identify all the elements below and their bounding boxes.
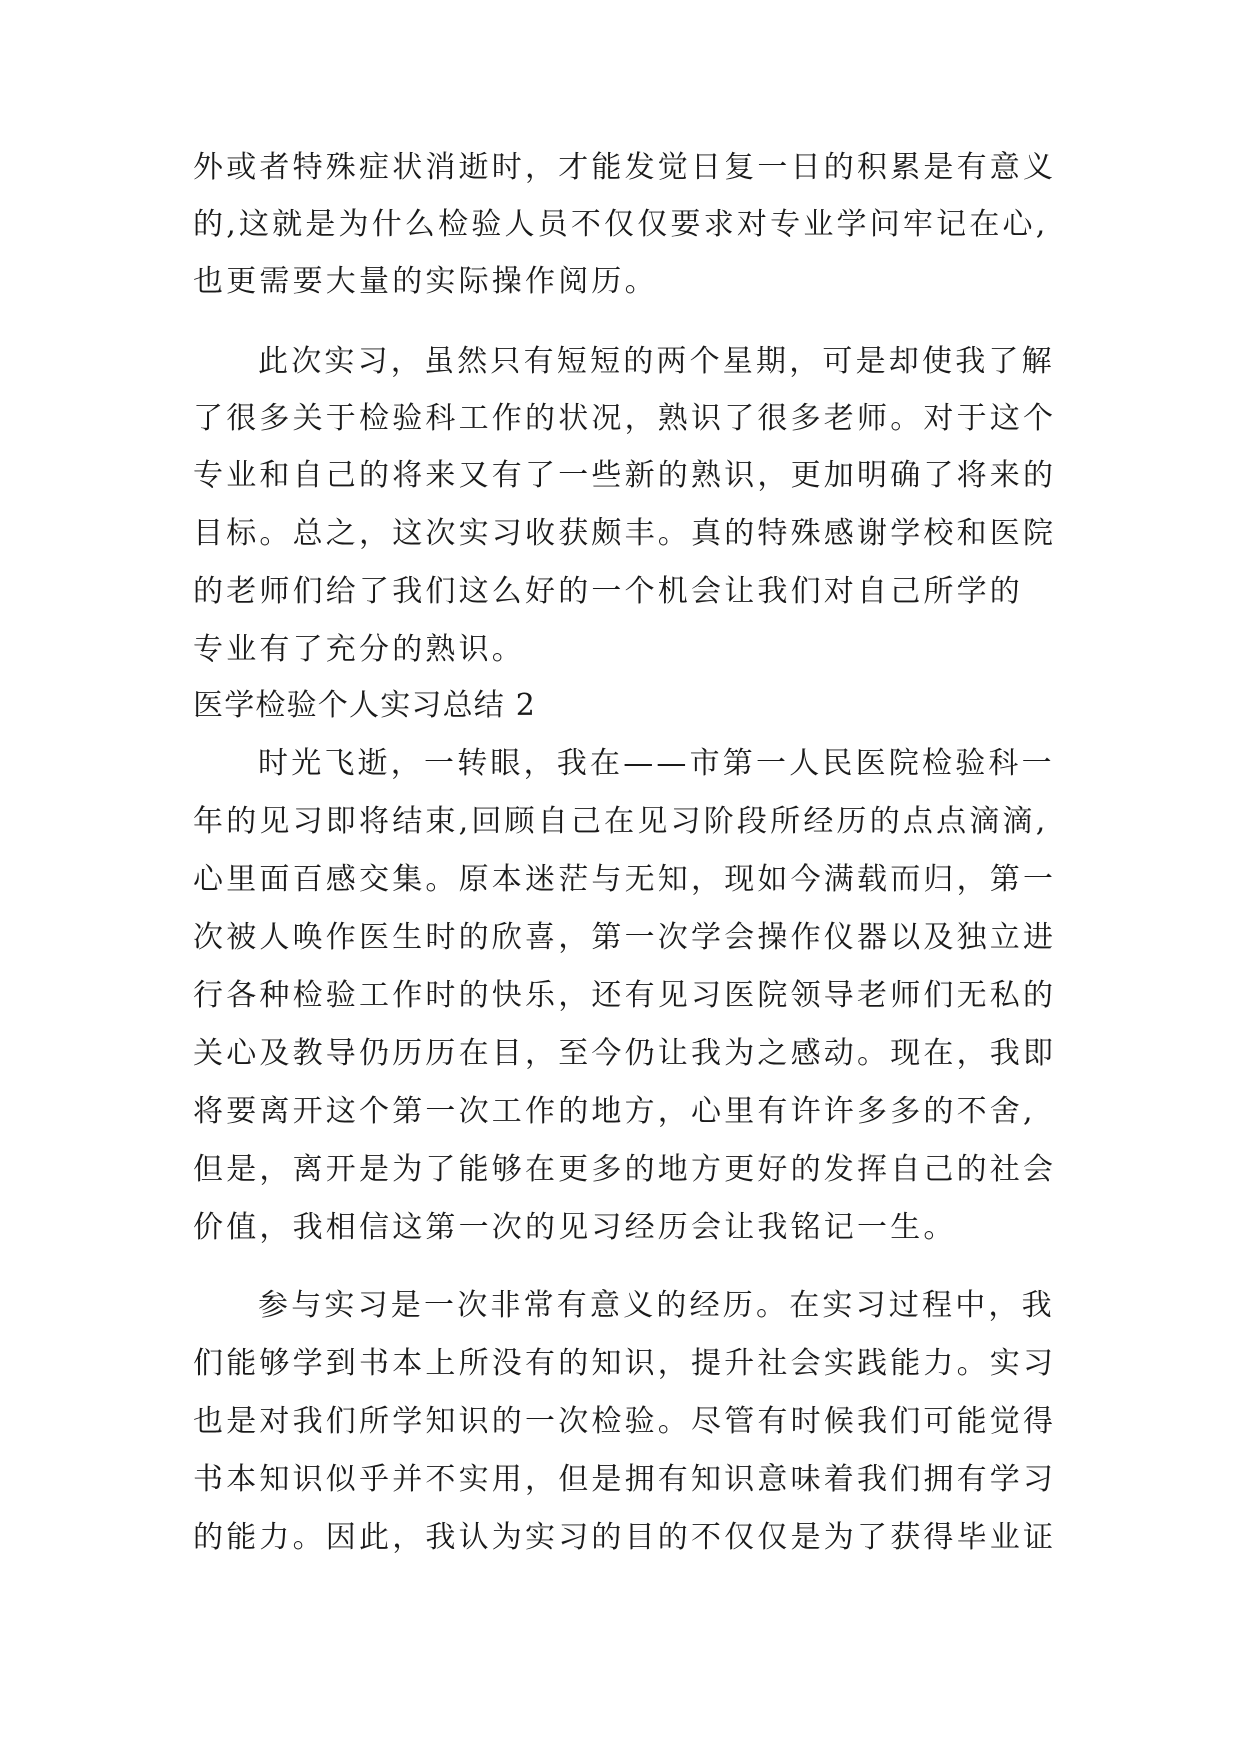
paragraph-line: 的,这就是为什么检验人员不仅仅要求对专业学问牢记在心, — [193, 207, 1049, 242]
paragraph-line: 专业有了充分的熟识。 — [193, 632, 525, 667]
paragraph-line: 的老师们给了我们这么好的一个机会让我们对自己所学的 — [193, 574, 1023, 609]
paragraph-line: 将要离开这个第一次工作的地方，心里有许许多多的不舍, — [193, 1094, 1036, 1129]
paragraph-line: 外或者特殊症状消逝时，才能发觉日复一日的积累是有意义 — [193, 150, 1057, 185]
paragraph-line: 参与实习是一次非常有意义的经历。在实习过程中，我 — [258, 1288, 1055, 1323]
paragraph-line: 了很多关于检验科工作的状况，熟识了很多老师。对于这个 — [193, 401, 1057, 436]
paragraph-line: 此次实习，虽然只有短短的两个星期，可是却使我了解 — [258, 344, 1055, 379]
paragraph-line: 的能力。因此，我认为实习的目的不仅仅是为了获得毕业证 — [193, 1520, 1057, 1555]
paragraph-line: 时光飞逝，一转眼，我在——市第一人民医院检验科一 — [258, 746, 1055, 781]
paragraph-line: 也是对我们所学知识的一次检验。尽管有时候我们可能觉得 — [193, 1404, 1057, 1439]
section-heading: 医学检验个人实习总结 2 — [193, 688, 537, 723]
paragraph-line: 也更需要大量的实际操作阅历。 — [193, 264, 658, 299]
paragraph-line: 书本知识似乎并不实用，但是拥有知识意味着我们拥有学习 — [193, 1462, 1057, 1497]
paragraph-line: 心里面百感交集。原本迷茫与无知，现如今满载而归，第一 — [193, 862, 1057, 897]
paragraph-line: 专业和自己的将来又有了一些新的熟识，更加明确了将来的 — [193, 458, 1057, 493]
paragraph-line: 年的见习即将结束,回顾自己在见习阶段所经历的点点滴滴, — [193, 804, 1049, 839]
paragraph-line: 目标。总之，这次实习收获颇丰。真的特殊感谢学校和医院 — [193, 516, 1057, 551]
paragraph-line: 们能够学到书本上所没有的知识，提升社会实践能力。实习 — [193, 1346, 1057, 1381]
paragraph-line: 价值，我相信这第一次的见习经历会让我铭记一生。 — [193, 1210, 957, 1245]
paragraph-line: 行各种检验工作时的快乐，还有见习医院领导老师们无私的 — [193, 978, 1057, 1013]
paragraph-line: 但是，离开是为了能够在更多的地方更好的发挥自己的社会 — [193, 1152, 1057, 1187]
paragraph-line: 次被人唤作医生时的欣喜，第一次学会操作仪器以及独立进 — [193, 920, 1057, 955]
paragraph-line: 关心及教导仍历历在目，至今仍让我为之感动。现在，我即 — [193, 1036, 1057, 1071]
